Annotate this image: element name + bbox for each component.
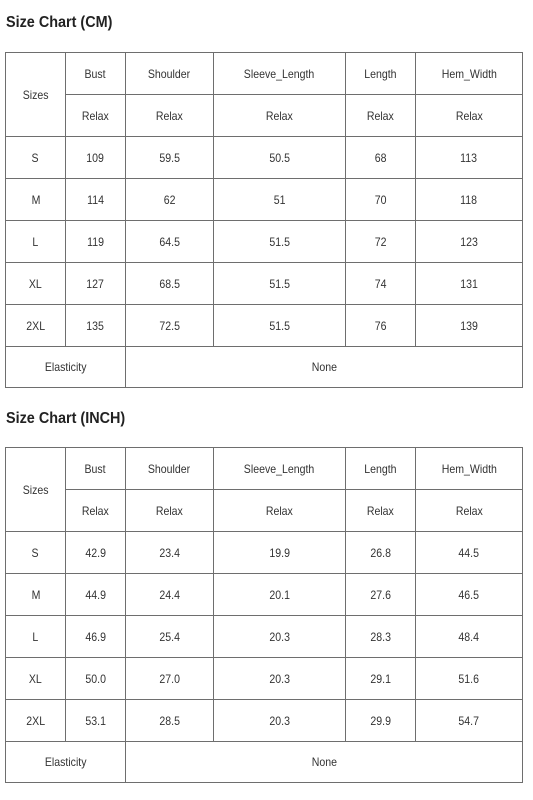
header-cell-length: Length <box>346 448 416 490</box>
table-cell: 51.5 <box>214 305 346 347</box>
table-cell: 44.5 <box>416 532 523 574</box>
table-cell: 76 <box>346 305 416 347</box>
table-cell: 68 <box>346 137 416 179</box>
subheader-cell: Relax <box>126 490 214 532</box>
table-cell: 127 <box>66 263 126 305</box>
table-header-row <box>6 53 523 95</box>
header-cell-bust: Bust <box>66 448 126 490</box>
sizes-header-cell: Sizes <box>6 53 66 137</box>
table-cell: 19.9 <box>214 532 346 574</box>
size-cell: XL <box>6 263 66 305</box>
table-cell: 20.3 <box>214 658 346 700</box>
table-row <box>6 532 523 574</box>
table-cell: 50.0 <box>66 658 126 700</box>
table-cell: 109 <box>66 137 126 179</box>
table-cell: 25.4 <box>126 616 214 658</box>
table-cell: 50.5 <box>214 137 346 179</box>
table-subheader-row <box>6 95 523 137</box>
table-cell: 28.5 <box>126 700 214 742</box>
header-cell-shoulder: Shoulder <box>126 448 214 490</box>
elasticity-label-cell: Elasticity <box>6 347 126 388</box>
table-cell: 20.3 <box>214 616 346 658</box>
table-cell: 20.3 <box>214 700 346 742</box>
table-row <box>6 574 523 616</box>
header-cell-hem-width: Hem_Width <box>416 53 523 95</box>
table-cell: 26.8 <box>346 532 416 574</box>
table-cell: 44.9 <box>66 574 126 616</box>
size-cell: L <box>6 616 66 658</box>
table-cell: 64.5 <box>126 221 214 263</box>
table-cell: 46.9 <box>66 616 126 658</box>
header-cell-length: Length <box>346 53 416 95</box>
elasticity-label-cell: Elasticity <box>6 742 126 783</box>
size-chart-inch-table <box>5 447 523 783</box>
table-cell: 113 <box>416 137 523 179</box>
header-cell-sleeve-length: Sleeve_Length <box>214 448 346 490</box>
table-cell: 51 <box>214 179 346 221</box>
table-subheader-row <box>6 490 523 532</box>
table-row <box>6 221 523 263</box>
size-cell: M <box>6 179 66 221</box>
subheader-cell: Relax <box>416 95 523 137</box>
table-row <box>6 263 523 305</box>
table-row <box>6 700 523 742</box>
table-cell: 42.9 <box>66 532 126 574</box>
table-cell: 23.4 <box>126 532 214 574</box>
header-cell-shoulder: Shoulder <box>126 53 214 95</box>
table-cell: 51.5 <box>214 221 346 263</box>
table-cell: 46.5 <box>416 574 523 616</box>
table-cell: 29.1 <box>346 658 416 700</box>
size-cell: 2XL <box>6 700 66 742</box>
table-cell: 114 <box>66 179 126 221</box>
table-cell: 59.5 <box>126 137 214 179</box>
table-cell: 29.9 <box>346 700 416 742</box>
table-row <box>6 658 523 700</box>
size-cell: S <box>6 532 66 574</box>
table-cell: 51.6 <box>416 658 523 700</box>
table-cell: 53.1 <box>66 700 126 742</box>
table-cell: 48.4 <box>416 616 523 658</box>
table-row <box>6 616 523 658</box>
subheader-cell: Relax <box>126 95 214 137</box>
subheader-cell: Relax <box>346 490 416 532</box>
size-chart-cm-table <box>5 52 523 388</box>
subheader-cell: Relax <box>214 490 346 532</box>
table-cell: 135 <box>66 305 126 347</box>
table-header-row <box>6 448 523 490</box>
header-cell-sleeve-length: Sleeve_Length <box>214 53 346 95</box>
table-cell: 54.7 <box>416 700 523 742</box>
size-chart-inch-title: Size Chart (INCH) <box>6 410 126 427</box>
size-cell: L <box>6 221 66 263</box>
table-cell: 118 <box>416 179 523 221</box>
table-cell: 119 <box>66 221 126 263</box>
elasticity-row <box>6 347 523 388</box>
table-cell: 70 <box>346 179 416 221</box>
elasticity-row <box>6 742 523 783</box>
elasticity-value-cell: None <box>126 742 523 783</box>
table-cell: 131 <box>416 263 523 305</box>
header-cell-hem-width: Hem_Width <box>416 448 523 490</box>
subheader-cell: Relax <box>66 95 126 137</box>
table-cell: 27.6 <box>346 574 416 616</box>
subheader-cell: Relax <box>416 490 523 532</box>
size-cell: 2XL <box>6 305 66 347</box>
table-cell: 28.3 <box>346 616 416 658</box>
table-row <box>6 305 523 347</box>
sizes-header-cell: Sizes <box>6 448 66 532</box>
size-cell: XL <box>6 658 66 700</box>
table-cell: 74 <box>346 263 416 305</box>
size-cell: S <box>6 137 66 179</box>
subheader-cell: Relax <box>214 95 346 137</box>
table-cell: 72 <box>346 221 416 263</box>
size-cell: M <box>6 574 66 616</box>
table-cell: 24.4 <box>126 574 214 616</box>
table-row <box>6 137 523 179</box>
table-cell: 20.1 <box>214 574 346 616</box>
table-cell: 123 <box>416 221 523 263</box>
table-cell: 27.0 <box>126 658 214 700</box>
size-chart-cm-title: Size Chart (CM) <box>6 14 113 31</box>
subheader-cell: Relax <box>66 490 126 532</box>
table-cell: 51.5 <box>214 263 346 305</box>
table-cell: 68.5 <box>126 263 214 305</box>
subheader-cell: Relax <box>346 95 416 137</box>
table-row <box>6 179 523 221</box>
elasticity-value-cell: None <box>126 347 523 388</box>
table-cell: 72.5 <box>126 305 214 347</box>
table-cell: 62 <box>126 179 214 221</box>
header-cell-bust: Bust <box>66 53 126 95</box>
table-cell: 139 <box>416 305 523 347</box>
